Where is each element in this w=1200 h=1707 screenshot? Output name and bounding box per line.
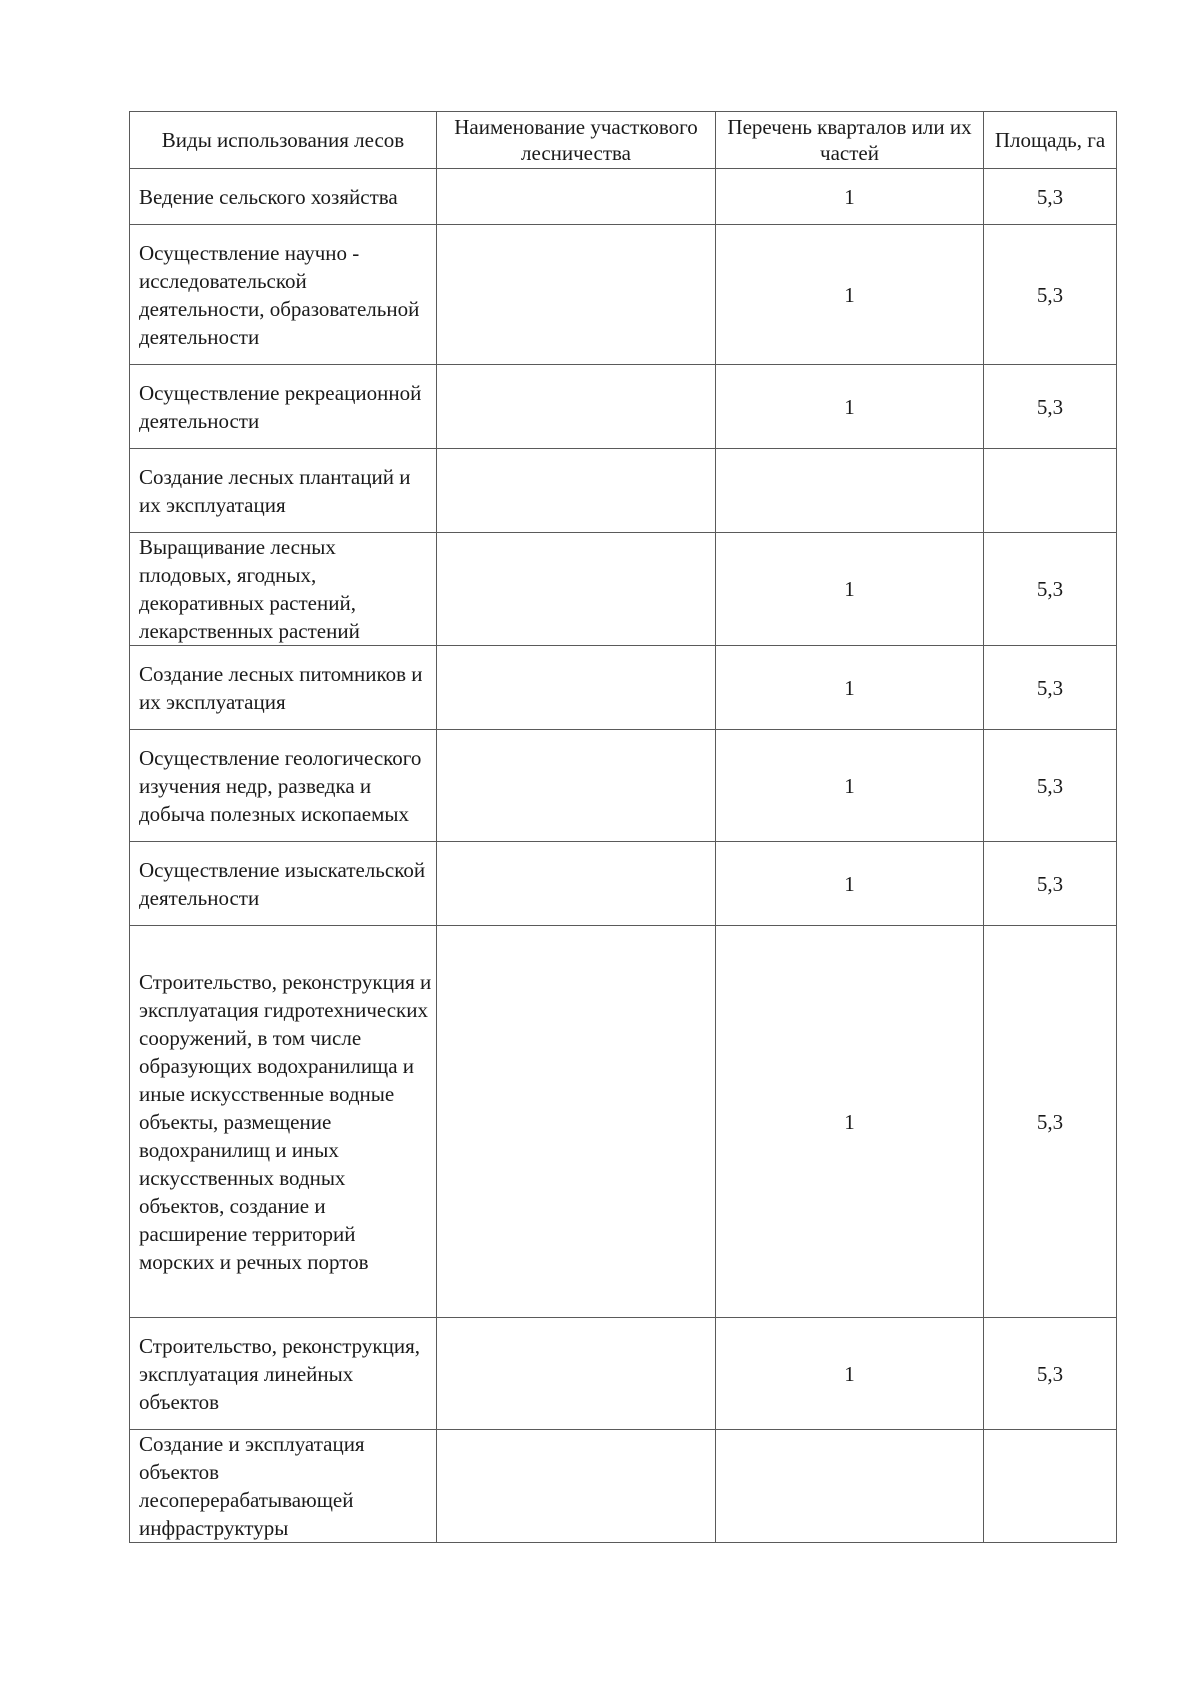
quarters-cell: 1	[716, 842, 984, 926]
forestry-name-cell	[437, 1430, 716, 1543]
forestry-name-cell	[437, 842, 716, 926]
quarters-cell	[716, 1430, 984, 1543]
area-cell	[984, 1430, 1117, 1543]
forest-use-table	[129, 111, 1117, 1543]
forestry-name-cell	[437, 169, 716, 225]
use-type-cell: Осуществление геологического изучения недр, разведка и добыча полезных ископаемых	[130, 730, 437, 842]
quarters-cell: 1	[716, 730, 984, 842]
area-cell: 5,3	[984, 730, 1117, 842]
use-type-cell: Создание лесных плантаций и их эксплуатация	[130, 449, 437, 533]
quarters-cell: 1	[716, 365, 984, 449]
forestry-name-cell	[437, 730, 716, 842]
forestry-name-cell	[437, 533, 716, 646]
area-cell: 5,3	[984, 1318, 1117, 1430]
table-body	[130, 169, 1117, 1543]
table-row	[130, 646, 1117, 730]
area-cell: 5,3	[984, 646, 1117, 730]
table-row	[130, 449, 1117, 533]
table-row	[130, 1318, 1117, 1430]
area-cell	[984, 449, 1117, 533]
quarters-cell: 1	[716, 1318, 984, 1430]
table-row	[130, 169, 1117, 225]
area-cell: 5,3	[984, 225, 1117, 365]
header-use-type: Виды использования лесов	[130, 112, 437, 169]
table-row	[130, 842, 1117, 926]
forestry-name-cell	[437, 646, 716, 730]
table-header-row	[130, 112, 1117, 169]
use-type-cell: Строительство, реконструкция и эксплуатация гидротехнических сооружений, в том числе образующих водохранилища и иные искусственные водные объекты, размещение водохранилищ и иных искусственных водных объектов, создание и расширение территорий морских и речных портов	[130, 926, 437, 1318]
quarters-cell: 1	[716, 225, 984, 365]
use-type-cell: Осуществление научно - исследовательской деятельности, образовательной деятельности	[130, 225, 437, 365]
use-type-cell: Выращивание лесных плодовых, ягодных, декоративных растений, лекарственных растений	[130, 533, 437, 646]
use-type-cell: Осуществление рекреационной деятельности	[130, 365, 437, 449]
quarters-cell: 1	[716, 926, 984, 1318]
quarters-cell: 1	[716, 646, 984, 730]
quarters-cell: 1	[716, 533, 984, 646]
use-type-cell: Осуществление изыскательской деятельности	[130, 842, 437, 926]
forestry-name-cell	[437, 926, 716, 1318]
table-row	[130, 1430, 1117, 1543]
forestry-name-cell	[437, 225, 716, 365]
table-row	[130, 730, 1117, 842]
use-type-cell: Строительство, реконструкция, эксплуатация линейных объектов	[130, 1318, 437, 1430]
area-cell: 5,3	[984, 842, 1117, 926]
area-cell: 5,3	[984, 926, 1117, 1318]
table-row	[130, 225, 1117, 365]
forestry-name-cell	[437, 449, 716, 533]
table-row	[130, 533, 1117, 646]
use-type-cell: Создание и эксплуатация объектов лесоперерабатывающей инфраструктуры	[130, 1430, 437, 1543]
header-forestry-name: Наименование участкового лесничества	[437, 112, 716, 169]
table-row	[130, 365, 1117, 449]
use-type-cell: Ведение сельского хозяйства	[130, 169, 437, 225]
quarters-cell	[716, 449, 984, 533]
quarters-cell: 1	[716, 169, 984, 225]
use-type-cell: Создание лесных питомников и их эксплуатация	[130, 646, 437, 730]
forestry-name-cell	[437, 1318, 716, 1430]
forestry-name-cell	[437, 365, 716, 449]
area-cell: 5,3	[984, 169, 1117, 225]
table-row	[130, 926, 1117, 1318]
header-quarters-list: Перечень кварталов или их частей	[716, 112, 984, 169]
area-cell: 5,3	[984, 533, 1117, 646]
header-area: Площадь, га	[984, 112, 1117, 169]
area-cell: 5,3	[984, 365, 1117, 449]
